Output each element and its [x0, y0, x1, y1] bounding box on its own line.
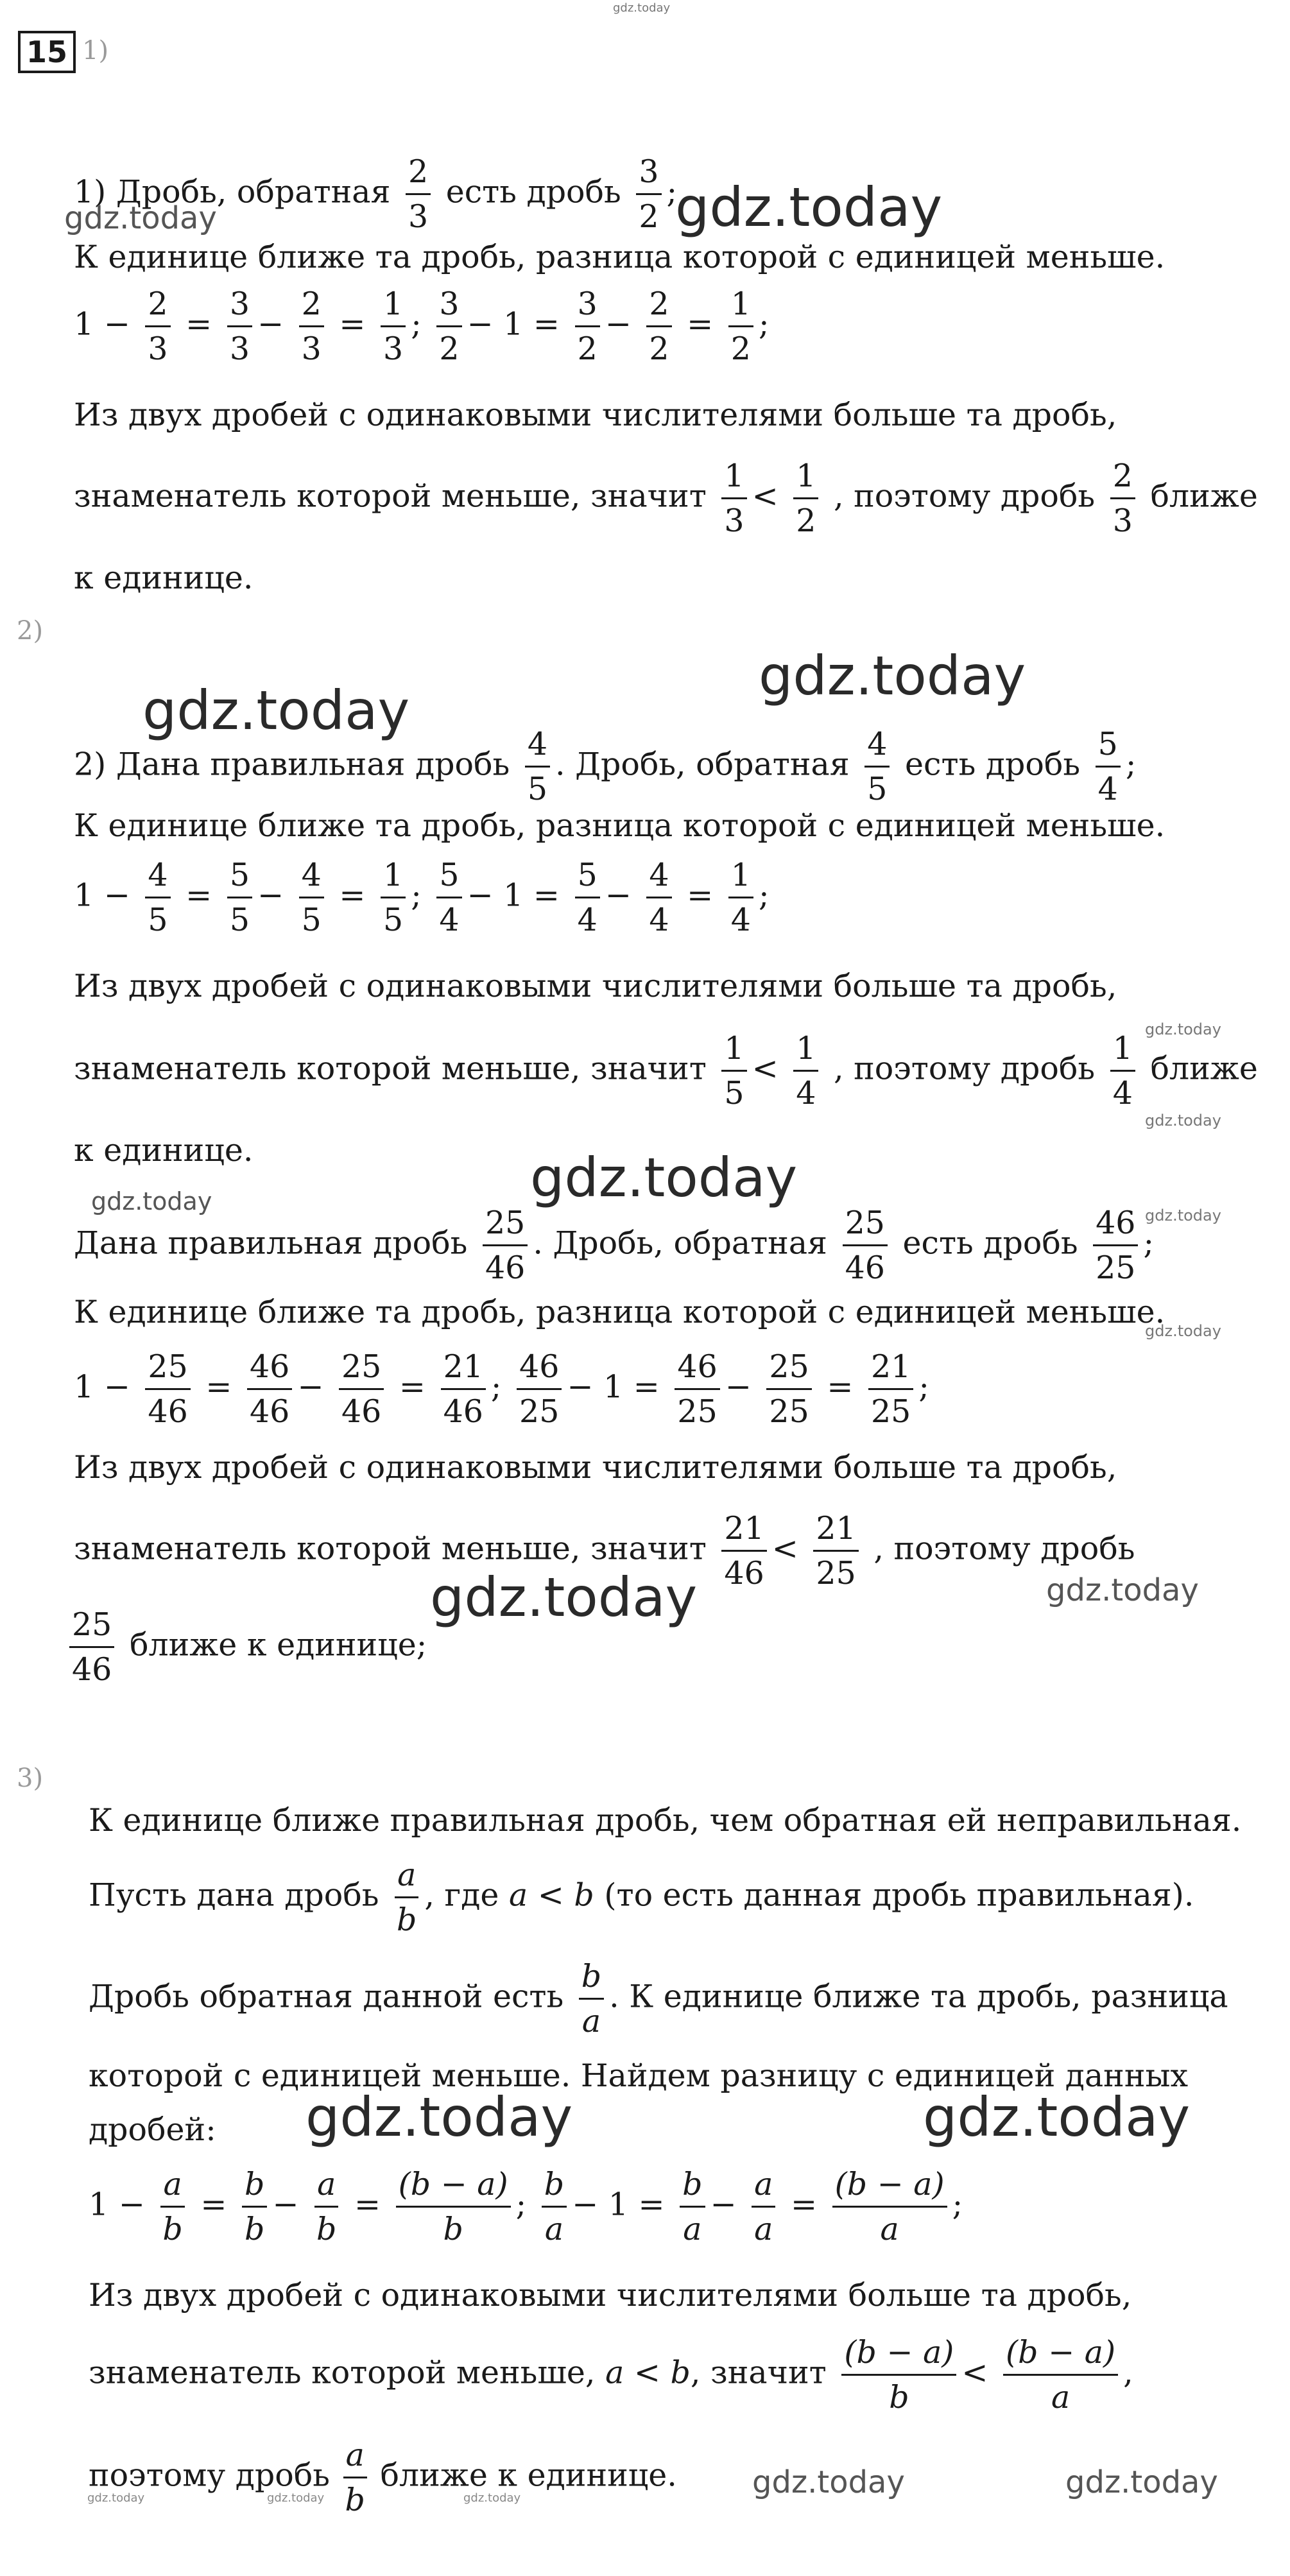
t: <: [752, 477, 778, 515]
num: 2: [299, 288, 324, 327]
watermark-text: gdz.today: [923, 2086, 1191, 2149]
fraction: [752, 2168, 775, 2246]
fraction: [680, 2168, 705, 2246]
t: =: [339, 877, 366, 914]
den: a: [683, 2211, 702, 2248]
t: 1: [503, 877, 524, 914]
t: ;: [490, 1368, 502, 1405]
den: 4: [439, 902, 460, 939]
t: ;: [411, 877, 422, 914]
t: , поэтому дробь: [834, 477, 1096, 515]
fraction: [813, 1512, 858, 1590]
fraction: [517, 1350, 562, 1429]
t: знаменатель которой меньше,: [89, 2354, 596, 2391]
t: Дробь обратная данной есть: [89, 1978, 564, 2015]
num: 1: [381, 859, 406, 898]
fraction: [575, 859, 600, 937]
fraction: [1003, 2336, 1118, 2414]
t: −: [467, 877, 494, 914]
fraction: [636, 155, 661, 234]
num: 1: [721, 1032, 746, 1072]
fraction: [646, 288, 671, 366]
num: 5: [575, 859, 600, 898]
t: . Дробь, обратная: [533, 1224, 827, 1262]
num: 3: [436, 288, 461, 327]
num: b: [242, 2168, 267, 2208]
fraction: [227, 859, 252, 937]
watermark-text: gdz.today: [675, 176, 943, 239]
t: , значит: [690, 2354, 827, 2391]
num: 21: [868, 1350, 913, 1390]
t: ;: [411, 305, 422, 343]
t: 1: [74, 1368, 94, 1405]
fraction: [227, 288, 252, 366]
fraction: [793, 459, 818, 538]
num: b: [680, 2168, 705, 2208]
num: 21: [721, 1512, 766, 1552]
fraction: [160, 2168, 185, 2246]
num: 2: [1110, 459, 1135, 499]
t: −: [572, 2186, 599, 2223]
num: 25: [843, 1206, 888, 1246]
fraction: [525, 728, 550, 806]
den: 3: [724, 502, 744, 540]
fraction: [396, 2168, 511, 2246]
watermark-text: gdz.today: [759, 644, 1026, 707]
num: 25: [339, 1350, 384, 1390]
t: . Дробь, обратная: [555, 746, 850, 783]
part3-label: 3): [17, 1764, 44, 1793]
num: 21: [441, 1350, 486, 1390]
den: 46: [341, 1393, 382, 1430]
fraction: [483, 1206, 528, 1285]
den: 5: [383, 902, 404, 939]
t: =: [633, 1368, 660, 1405]
t: 1: [503, 305, 524, 343]
t: =: [185, 877, 212, 914]
fraction: [314, 2168, 339, 2246]
fraction: [542, 2168, 567, 2246]
t: =: [399, 1368, 426, 1405]
p3-l7: Из двух дробей с одинаковыми числителями больше та дробь,: [89, 2277, 1132, 2314]
num: (b − a): [1003, 2336, 1118, 2376]
den: 25: [871, 1393, 911, 1430]
t: =: [827, 1368, 854, 1405]
t: <: [537, 1876, 564, 1914]
den: 25: [769, 1393, 809, 1430]
p2b-rule2: Из двух дробей с одинаковыми числителями больше та дробь,: [74, 1449, 1117, 1486]
fraction: [145, 288, 170, 366]
t: −: [257, 305, 284, 343]
t: ;: [918, 1368, 929, 1405]
p1-rule2: Из двух дробей с одинаковыми числителями больше та дробь,: [74, 397, 1117, 433]
num: 4: [646, 859, 671, 898]
fraction: [145, 1350, 190, 1429]
watermark-text: gdz.today: [1145, 1322, 1221, 1340]
t: 1: [89, 2186, 109, 2223]
t: b: [574, 1876, 594, 1914]
fraction: [381, 859, 406, 937]
t: . К единице ближе та дробь, разница: [609, 1978, 1228, 2015]
t: знаменатель которой меньше, значит: [74, 1530, 707, 1567]
num: 1: [381, 288, 406, 327]
num: 1: [1110, 1032, 1135, 1072]
fraction: [646, 859, 671, 937]
fraction: [675, 1350, 719, 1429]
num: 5: [227, 859, 252, 898]
t: −: [103, 1368, 130, 1405]
fraction: [868, 1350, 913, 1429]
num: 21: [813, 1512, 858, 1552]
num: (b − a): [832, 2168, 947, 2208]
t: 1: [603, 1368, 624, 1405]
den: b: [443, 2211, 463, 2248]
den: 3: [148, 331, 168, 368]
den: 3: [383, 331, 404, 368]
num: 3: [575, 288, 600, 327]
t: есть дробь: [905, 746, 1081, 783]
num: 1: [728, 288, 753, 327]
den: 4: [1112, 1075, 1133, 1112]
p1-rule1: К единице ближе та дробь, разница которой с единицей меньше.: [74, 239, 1165, 275]
p3-l2: [89, 1859, 1194, 1937]
t: <: [961, 2354, 988, 2391]
num: b: [542, 2168, 567, 2208]
t: a: [508, 1876, 528, 1914]
t: 1: [608, 2186, 628, 2223]
fraction: [247, 1350, 292, 1429]
fraction: [1110, 1032, 1135, 1110]
watermark-text: gdz.today: [64, 200, 217, 236]
num: 46: [675, 1350, 719, 1390]
num: 25: [69, 1608, 114, 1648]
semi: ;: [666, 173, 678, 210]
den: 4: [796, 1075, 816, 1112]
t: ,: [1123, 2354, 1133, 2391]
t: поэтому дробь: [89, 2457, 330, 2494]
den: 25: [677, 1393, 718, 1430]
t: знаменатель которой меньше, значит: [74, 477, 707, 515]
fraction: [843, 1206, 888, 1285]
fraction: [721, 1512, 766, 1590]
den: 25: [1096, 1249, 1136, 1287]
t: =: [185, 305, 212, 343]
fraction: [339, 1350, 384, 1429]
t: ;: [1143, 1224, 1154, 1262]
t: =: [638, 2186, 665, 2223]
fraction: [728, 288, 753, 366]
p1-conclusion: [74, 459, 1258, 538]
fraction: [299, 288, 324, 366]
task-number: 15: [18, 31, 76, 73]
num: 25: [483, 1206, 528, 1246]
num: (b − a): [396, 2168, 511, 2208]
den: 46: [148, 1393, 188, 1430]
fraction: [299, 859, 324, 937]
den: 4: [730, 902, 751, 939]
p3-l5: дробей:: [89, 2111, 216, 2148]
watermark-text: gdz.today: [305, 2086, 573, 2149]
t: =: [200, 2186, 227, 2223]
p2-rule2: Из двух дробей с одинаковыми числителями больше та дробь,: [74, 968, 1117, 1004]
fraction: [69, 1608, 114, 1687]
t: ближе к единице.: [380, 2457, 677, 2494]
fraction: [441, 1350, 486, 1429]
fraction: [721, 459, 746, 538]
p1-calc: [74, 288, 770, 366]
t: −: [725, 1368, 752, 1405]
t: ближе: [1150, 477, 1258, 515]
den: 46: [845, 1249, 885, 1287]
t: =: [354, 2186, 381, 2223]
p2-conclusion: [74, 1032, 1258, 1110]
t: =: [533, 305, 560, 343]
watermark-text: gdz.today: [1145, 1112, 1221, 1129]
den: 3: [408, 198, 429, 236]
den: 4: [1097, 771, 1118, 808]
num: 1: [728, 859, 753, 898]
t: =: [687, 877, 714, 914]
num: 5: [436, 859, 461, 898]
fraction: [728, 859, 753, 937]
watermark-text: gdz.today: [267, 2491, 325, 2505]
watermark-text: gdz.today: [463, 2491, 521, 2505]
fraction: [832, 2168, 947, 2246]
t: <: [752, 1050, 778, 1087]
num: 3: [227, 288, 252, 327]
den: 5: [148, 902, 168, 939]
den: a: [544, 2211, 564, 2248]
fraction: [436, 859, 461, 937]
text: есть дробь: [445, 173, 621, 210]
t: , поэтому дробь: [834, 1050, 1096, 1087]
text: 1) Дробь, обратная: [74, 173, 391, 210]
fraction: [242, 2168, 267, 2246]
p2b-final: [69, 1608, 427, 1687]
watermark-text: gdz.today: [142, 679, 410, 742]
num: 5: [1096, 728, 1121, 768]
den: b: [245, 2211, 265, 2248]
num: 25: [145, 1350, 190, 1390]
t: −: [467, 305, 494, 343]
den: 4: [649, 902, 669, 939]
num: 2: [406, 155, 431, 195]
num: 46: [1093, 1206, 1138, 1246]
watermark-text: gdz.today: [1046, 1572, 1199, 1608]
den: 2: [649, 331, 669, 368]
fraction: [766, 1350, 811, 1429]
watermark-text: gdz.today: [752, 2464, 905, 2500]
den: 25: [816, 1555, 856, 1592]
fraction: [406, 155, 431, 234]
watermark-text: gdz.today: [530, 1146, 798, 1209]
p2-to-one: к единице.: [74, 1132, 254, 1169]
den: 3: [1112, 502, 1133, 540]
t: , поэтому дробь: [873, 1530, 1135, 1567]
den: 46: [249, 1393, 290, 1430]
watermark-text: gdz.today: [91, 1187, 212, 1215]
t: 1: [74, 877, 94, 914]
num: a: [395, 1859, 418, 1898]
watermark-text: gdz.today: [1145, 1206, 1221, 1224]
den: b: [162, 2211, 183, 2248]
den: 5: [301, 902, 322, 939]
fraction: [841, 2336, 956, 2414]
num: 2: [145, 288, 170, 327]
p2-rule1: К единице ближе та дробь, разница которой с единицей меньше.: [74, 807, 1165, 844]
t: −: [567, 1368, 594, 1405]
t: −: [257, 877, 284, 914]
fraction: [864, 728, 890, 806]
t: −: [103, 877, 130, 914]
site-header: gdz.today: [613, 1, 671, 15]
t: −: [297, 1368, 324, 1405]
den: b: [889, 2379, 909, 2416]
den: 2: [796, 502, 816, 540]
fraction: [343, 2439, 368, 2517]
num: a: [343, 2439, 367, 2478]
den: 4: [577, 902, 598, 939]
t: знаменатель которой меньше, значит: [74, 1050, 707, 1087]
p3-l3: [89, 1960, 1228, 2038]
t: ;: [952, 2186, 963, 2223]
t: 2) Дана правильная дробь: [74, 746, 510, 783]
num: (b − a): [841, 2336, 956, 2376]
num: 4: [145, 859, 170, 898]
den: 2: [639, 198, 659, 236]
watermark-text: gdz.today: [87, 2491, 145, 2505]
num: 2: [646, 288, 671, 327]
fraction: [394, 1859, 419, 1937]
den: a: [1051, 2379, 1071, 2416]
watermark-text: gdz.today: [1065, 2464, 1218, 2500]
t: Дана правильная дробь: [74, 1224, 468, 1262]
p3-l8: [89, 2336, 1133, 2414]
num: 25: [766, 1350, 811, 1390]
den: a: [581, 2003, 601, 2040]
t: −: [118, 2186, 145, 2223]
p1-to-one: к единице.: [74, 560, 254, 596]
den: 5: [229, 902, 250, 939]
den: a: [880, 2211, 899, 2248]
t: =: [205, 1368, 232, 1405]
part1-label: 1): [82, 36, 109, 65]
num: 4: [525, 728, 550, 768]
den: 3: [229, 331, 250, 368]
p2-calc: [74, 859, 770, 937]
t: ;: [1125, 746, 1137, 783]
part2-label: 2): [17, 616, 44, 646]
t: ;: [515, 2186, 527, 2223]
p2b-calc: [74, 1350, 929, 1429]
num: 46: [247, 1350, 292, 1390]
p3-l1: К единице ближе правильная дробь, чем обратная ей неправильная.: [89, 1802, 1242, 1839]
num: 4: [864, 728, 890, 768]
fraction: [1110, 459, 1135, 538]
num: 3: [636, 155, 661, 195]
p2b-intro: [74, 1206, 1154, 1285]
den: b: [397, 1902, 417, 1939]
fraction: [579, 1960, 604, 2038]
t: ;: [758, 305, 770, 343]
t: <: [633, 2354, 660, 2391]
p2b-rule1: К единице ближе та дробь, разница которой с единицей меньше.: [74, 1294, 1165, 1330]
den: 46: [443, 1393, 483, 1430]
den: 5: [867, 771, 888, 808]
num: 4: [299, 859, 324, 898]
den: 46: [724, 1555, 764, 1592]
t: −: [605, 877, 632, 914]
num: a: [752, 2168, 775, 2208]
t: −: [103, 305, 130, 343]
den: 5: [724, 1075, 744, 1112]
fraction: [575, 288, 600, 366]
num: 1: [793, 1032, 818, 1072]
num: 1: [721, 459, 746, 499]
p3-l9: [89, 2439, 677, 2517]
den: 46: [485, 1249, 526, 1287]
num: 46: [517, 1350, 562, 1390]
t: =: [790, 2186, 818, 2223]
fraction: [381, 288, 406, 366]
t: =: [533, 877, 560, 914]
den: 2: [577, 331, 598, 368]
fraction: [793, 1032, 818, 1110]
fraction: [436, 288, 461, 366]
t: Пусть дана дробь: [89, 1876, 379, 1914]
t: −: [272, 2186, 299, 2223]
t: (то есть данная дробь правильная).: [604, 1876, 1194, 1914]
den: 5: [527, 771, 547, 808]
t: =: [687, 305, 714, 343]
num: a: [314, 2168, 338, 2208]
fraction: [145, 859, 170, 937]
den: 25: [519, 1393, 560, 1430]
t: b: [670, 2354, 691, 2391]
den: 2: [730, 331, 751, 368]
t: −: [710, 2186, 737, 2223]
t: <: [771, 1530, 798, 1567]
t: 1: [74, 305, 94, 343]
fraction: [1096, 728, 1121, 806]
den: 2: [439, 331, 460, 368]
fraction: [721, 1032, 746, 1110]
t: , где: [424, 1876, 499, 1914]
num: 1: [793, 459, 818, 499]
den: a: [754, 2211, 773, 2248]
watermark-text: gdz.today: [430, 1566, 698, 1629]
den: 3: [301, 331, 322, 368]
t: ближе к единице;: [129, 1626, 427, 1663]
den: b: [345, 2482, 365, 2519]
num: a: [160, 2168, 184, 2208]
t: =: [339, 305, 366, 343]
t: ближе: [1150, 1050, 1258, 1087]
num: b: [579, 1960, 604, 2000]
p3-l4: которой с единицей меньше. Найдем разницу с единицей данных: [89, 2057, 1189, 2094]
t: есть дробь: [902, 1224, 1078, 1262]
t: −: [605, 305, 632, 343]
watermark-text: gdz.today: [1145, 1020, 1221, 1038]
den: 46: [72, 1651, 112, 1688]
t: ;: [758, 877, 770, 914]
t: a: [605, 2354, 624, 2391]
fraction: [1093, 1206, 1138, 1285]
den: b: [316, 2211, 337, 2248]
p3-calc: [89, 2168, 963, 2246]
